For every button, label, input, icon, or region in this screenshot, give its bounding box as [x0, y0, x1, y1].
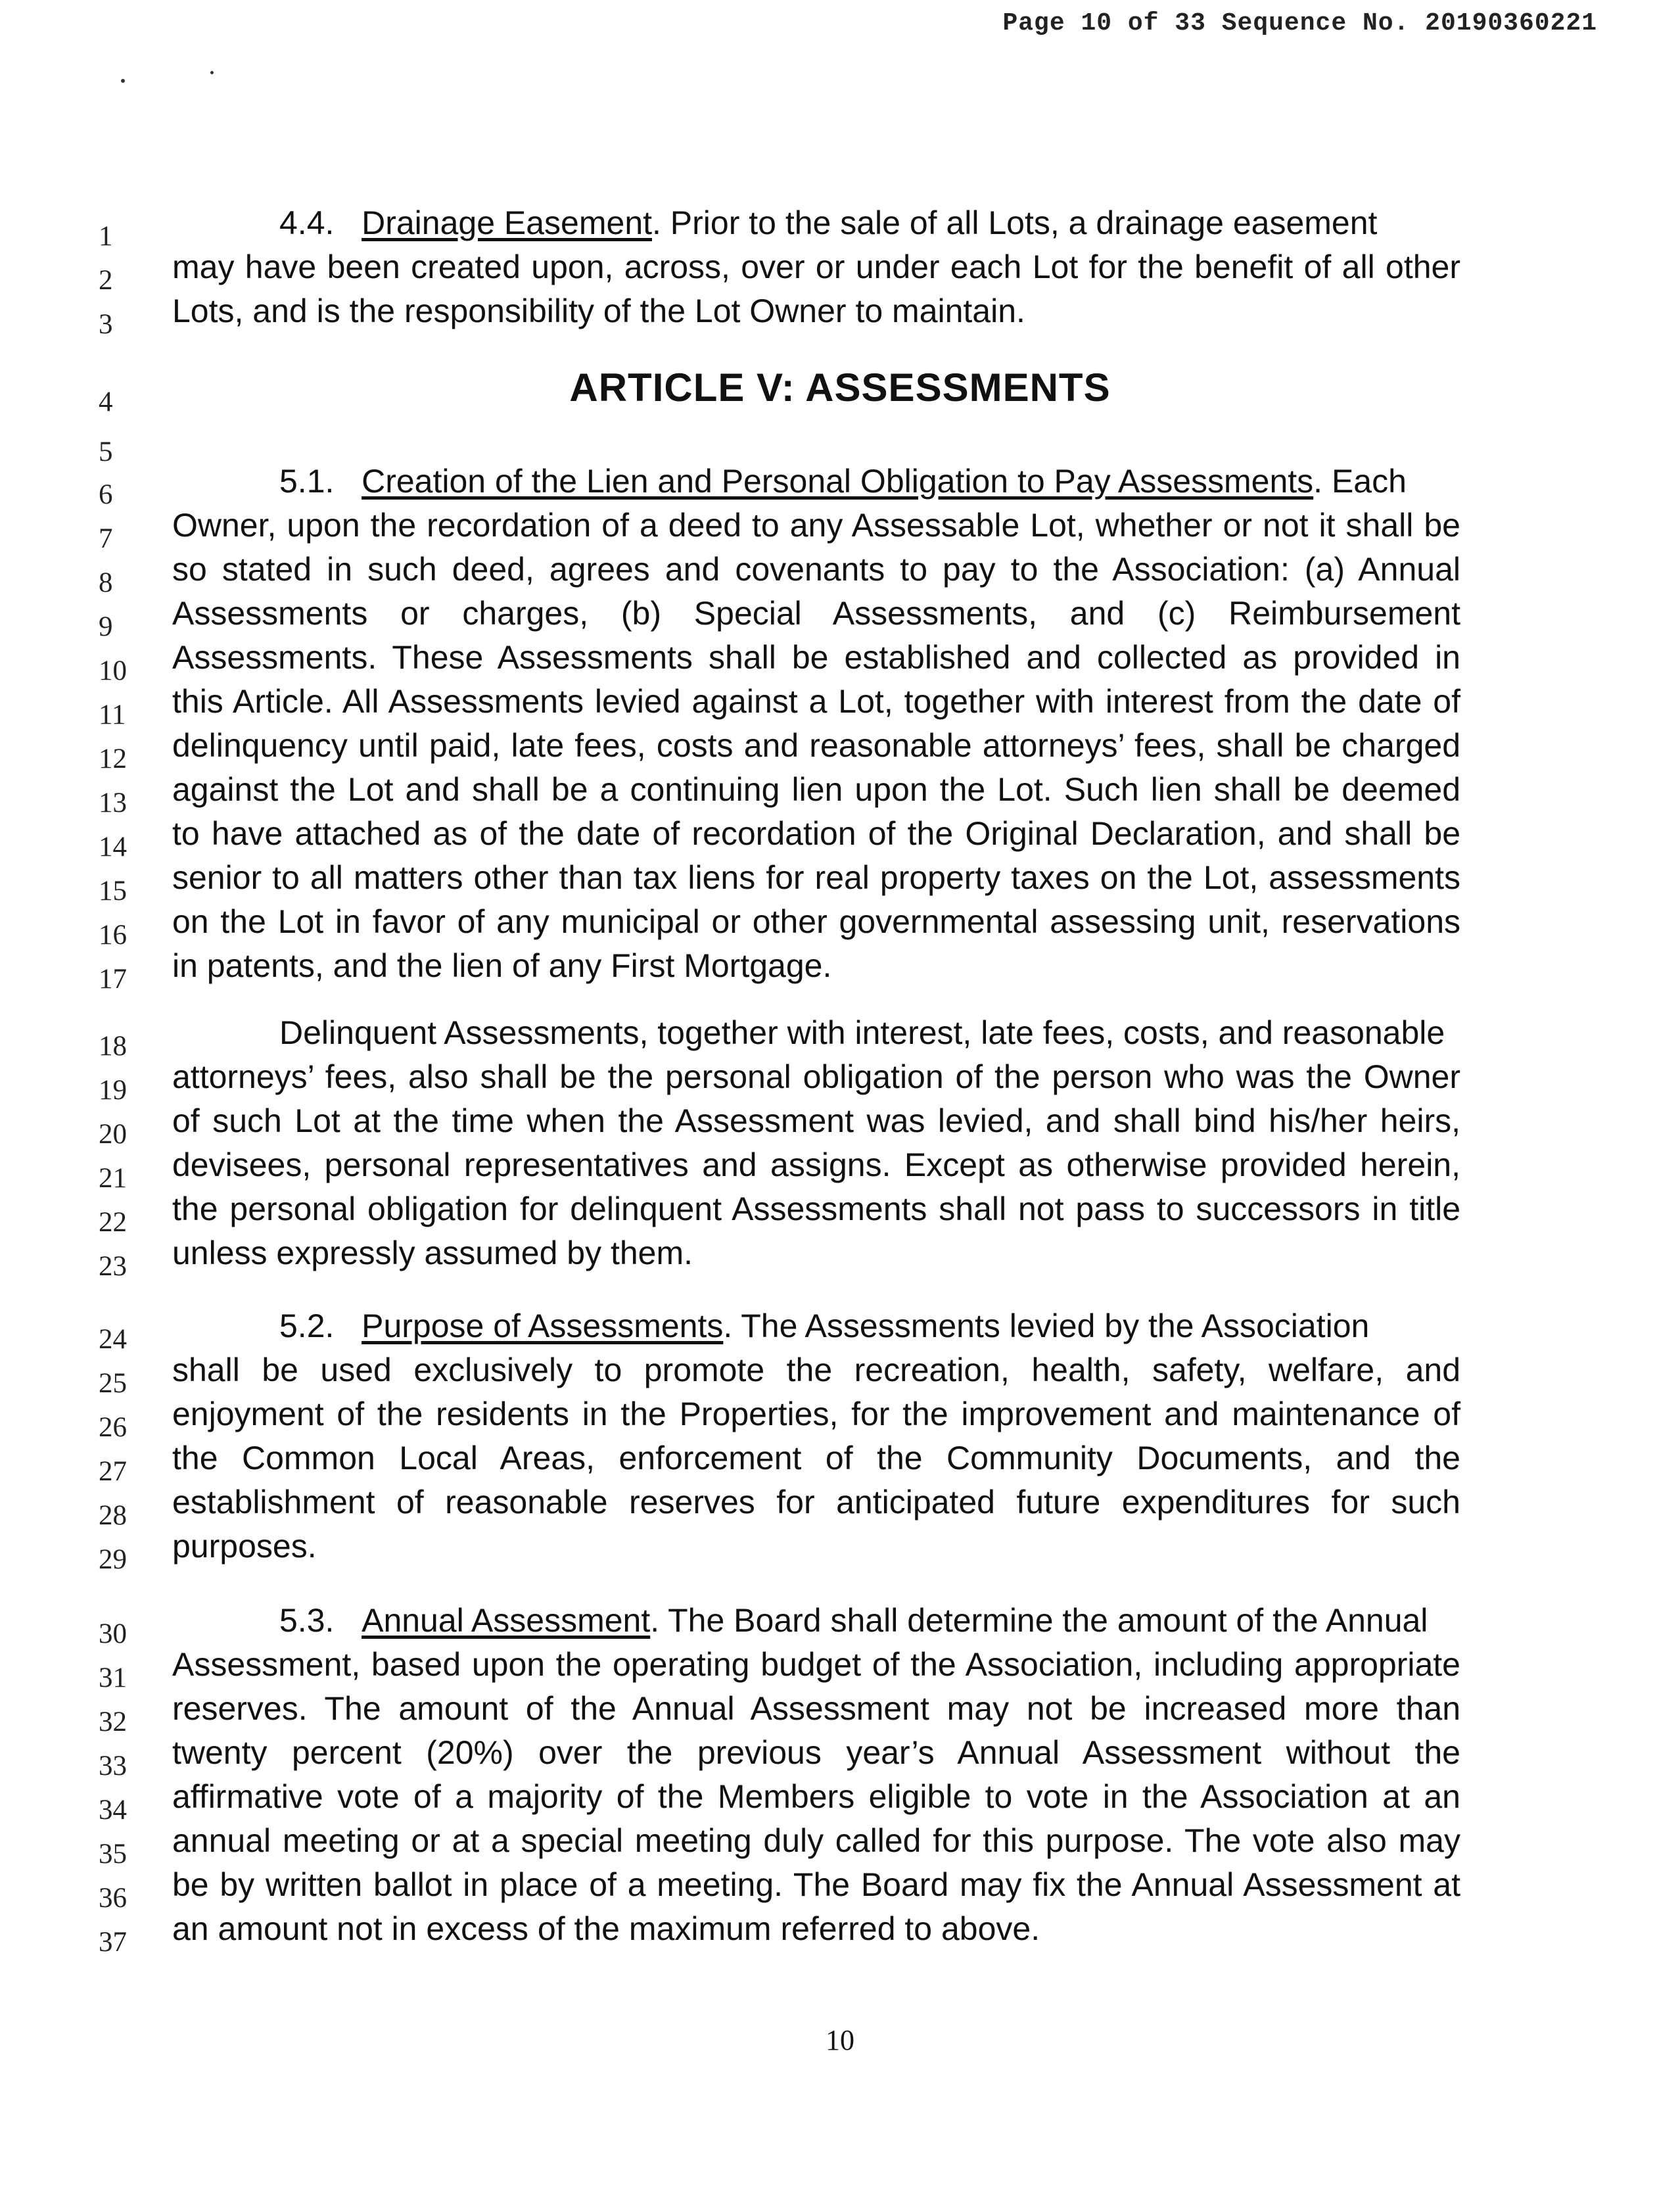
line-number: 6 [99, 479, 113, 510]
section-text-line: Assessments. These Assessments shall be established and collected as provided in [172, 639, 1460, 676]
line-number: 11 [99, 699, 126, 730]
section-text-line: to have attached as of the date of recordation of the Original Declaration, and shall be [172, 815, 1460, 852]
line-number: 12 [99, 743, 127, 774]
section-text-line: devisees, personal representatives and assigns. Except as otherwise provided herein, [172, 1146, 1460, 1183]
section-text: . The Board shall determine the amount of the Annual [650, 1602, 1428, 1639]
section-number: 5.3. [279, 1602, 335, 1639]
line-number: 31 [99, 1662, 127, 1693]
line-number: 32 [99, 1707, 127, 1737]
scan-speck [210, 71, 214, 74]
section-text-line: reserves. The amount of the Annual Assessment may not be increased more than [172, 1690, 1460, 1727]
section-text-line: be by written ballot in place of a meeting. The Board may fix the Annual Assessment at [172, 1866, 1460, 1903]
section-number: 5.1. [279, 463, 335, 500]
page-number-footer: 10 [826, 2024, 854, 2056]
section-text: . The Assessments levied by the Association [723, 1308, 1370, 1344]
line-number: 25 [99, 1368, 127, 1399]
section-5-2-first-line [279, 1307, 1460, 1345]
section-text-line: Lots, and is the responsibility of the Lot Owner to maintain. [172, 293, 1025, 329]
line-number: 29 [99, 1544, 127, 1575]
section-text-line: of such Lot at the time when the Assessment was levied, and shall bind his/her heirs, [172, 1102, 1460, 1139]
line-number: 30 [99, 1618, 127, 1649]
line-number: 21 [99, 1163, 127, 1194]
section-text-line: in patents, and the lien of any First Mortgage. [172, 947, 832, 984]
section-text-line: unless expressly assumed by them. [172, 1235, 693, 1271]
line-number: 2 [99, 265, 113, 296]
line-number: 3 [99, 309, 113, 340]
line-number: 16 [99, 920, 127, 951]
section-text-line: so stated in such deed, agrees and covenants to pay to the Association: (a) Annual [172, 551, 1460, 588]
line-number: 10 [99, 655, 127, 686]
section-text-line: the Common Local Areas, enforcement of the Community Documents, and the [172, 1440, 1460, 1476]
section-text-line: senior to all matters other than tax liens for real property taxes on the Lot, assessments [172, 859, 1460, 896]
section-number: 5.2. [279, 1308, 335, 1344]
line-number: 15 [99, 876, 127, 907]
section-text-line: enjoyment of the residents in the Properties, for the improvement and maintenance of [172, 1396, 1460, 1432]
line-number: 20 [99, 1119, 127, 1150]
section-text-line: shall be used exclusively to promote the recreation, health, safety, welfare, and [172, 1352, 1460, 1388]
line-number: 14 [99, 832, 127, 862]
line-number: 19 [99, 1075, 127, 1106]
section-text-line: annual meeting or at a special meeting duly called for this purpose. The vote also may [172, 1822, 1460, 1859]
section-text-line: Owner, upon the recordation of a deed to any Assessable Lot, whether or not it shall be [172, 507, 1460, 544]
line-number: 5 [99, 436, 113, 467]
section-text: . Prior to the sale of all Lots, a drainage easement [652, 204, 1378, 241]
section-text-line: against the Lot and shall be a continuing lien upon the Lot. Such lien shall be deemed [172, 771, 1460, 808]
line-number: 13 [99, 788, 127, 818]
delinquent-first-line: Delinquent Assessments, together with interest, late fees, costs, and reasonable [279, 1014, 1445, 1051]
section-text-line: delinquency until paid, late fees, costs and reasonable attorneys’ fees, shall be charged [172, 727, 1460, 764]
line-number: 33 [99, 1751, 127, 1781]
article-heading: ARTICLE V: ASSESSMENTS [569, 365, 1111, 410]
line-number: 8 [99, 567, 113, 598]
line-number: 28 [99, 1500, 127, 1531]
line-number: 24 [99, 1324, 127, 1355]
section-title: Purpose of Assessments [362, 1308, 724, 1344]
section-title: Annual Assessment [362, 1602, 651, 1639]
page-header: Page 10 of 33 Sequence No. 20190360221 [1002, 9, 1597, 37]
section-text-line: affirmative vote of a majority of the Members eligible to vote in the Association at an [172, 1778, 1460, 1815]
section-title: Creation of the Lien and Personal Obligation to Pay Assessments [362, 463, 1314, 500]
section-5-1-first-line [279, 462, 1460, 500]
section-text-line: purposes. [172, 1528, 317, 1565]
section-text-line: twenty percent (20%) over the previous year’s Annual Assessment without the [172, 1734, 1460, 1771]
line-number: 27 [99, 1456, 127, 1487]
line-number: 23 [99, 1251, 127, 1282]
line-number: 7 [99, 523, 113, 554]
line-number: 34 [99, 1795, 127, 1826]
line-number: 4 [99, 387, 113, 417]
section-text-line: establishment of reasonable reserves for anticipated future expenditures for such [172, 1484, 1460, 1520]
line-number: 36 [99, 1883, 127, 1914]
section-text-line: Assessments or charges, (b) Special Assessments, and (c) Reimbursement [172, 595, 1460, 632]
line-number: 1 [99, 221, 113, 252]
section-5-3-first-line [279, 1601, 1460, 1639]
line-number: 18 [99, 1031, 127, 1062]
line-number: 35 [99, 1839, 127, 1870]
line-number: 9 [99, 611, 113, 642]
section-text: . Each [1313, 463, 1407, 500]
section-4-4-first-line [279, 204, 1460, 242]
line-number: 26 [99, 1412, 127, 1443]
section-text-line: the personal obligation for delinquent Assessments shall not pass to successors in title [172, 1190, 1460, 1227]
section-text-line: may have been created upon, across, over or under each Lot for the benefit of all other [172, 248, 1460, 285]
section-text-line: on the Lot in favor of any municipal or other governmental assessing unit, reservations [172, 903, 1460, 940]
section-text-line: Assessment, based upon the operating budget of the Association, including appropriate [172, 1646, 1460, 1683]
section-title: Drainage Easement [362, 204, 653, 241]
section-text-line: attorneys’ fees, also shall be the personal obligation of the person who was the Owner [172, 1058, 1460, 1095]
scan-speck [121, 79, 125, 83]
line-number: 37 [99, 1927, 127, 1958]
section-number: 4.4. [279, 204, 335, 241]
line-number: 22 [99, 1207, 127, 1238]
line-number: 17 [99, 964, 127, 995]
section-text-line: an amount not in excess of the maximum referred to above. [172, 1910, 1040, 1947]
section-text-line: this Article. All Assessments levied against a Lot, together with interest from the date of [172, 683, 1460, 720]
